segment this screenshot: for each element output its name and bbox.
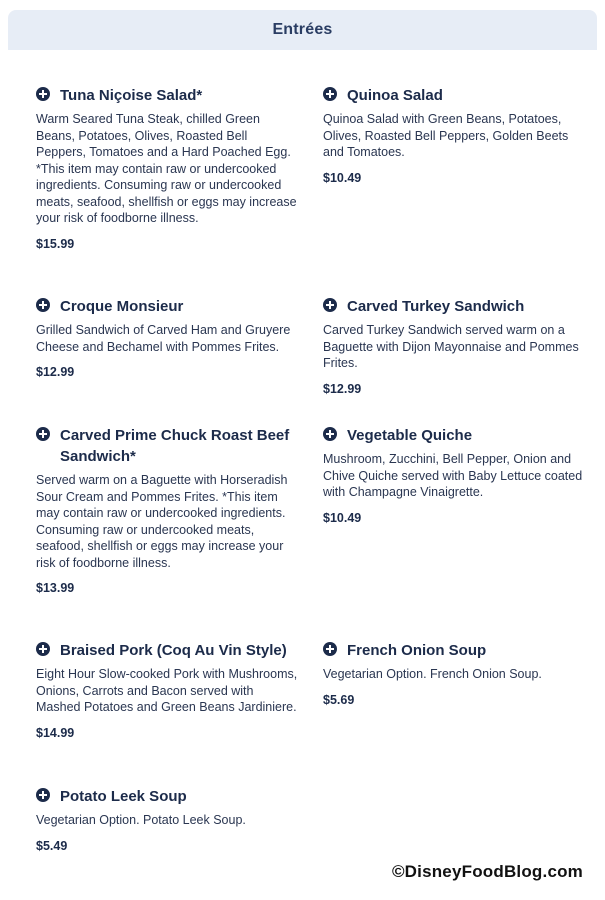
menu-item-description: Grilled Sandwich of Carved Ham and Gruyere Cheese and Bechamel with Pommes Frites. bbox=[36, 323, 291, 354]
menu-item-price: $15.99 bbox=[36, 236, 75, 251]
menu-item-name[interactable]: Vegetable Quiche bbox=[347, 427, 473, 444]
menu-item-description: Served warm on a Baguette with Horseradish Sour Cream and Pommes Frites. *This item may contain raw or undercooked ingredients. Consuming raw or undercooked meats, seafood, shellfish or eggs may increase your risk of foodborne illness. bbox=[36, 473, 288, 570]
plus-circle-icon[interactable] bbox=[36, 788, 50, 802]
menu-item-price: $14.99 bbox=[36, 725, 75, 740]
menu-item-price: $10.49 bbox=[323, 170, 362, 185]
menu-item-description: Warm Seared Tuna Steak, chilled Green Beans, Potatoes, Olives, Roasted Bell Peppers, Tomatoes and a Hard Poached Egg. *This item may contain raw or undercooked ingredients. Consuming raw or undercooked meats, seafood, shellfish or eggs may increase your risk of foodborne illness. bbox=[36, 112, 297, 225]
menu-item-price: $13.99 bbox=[36, 581, 75, 595]
menu-item-name[interactable]: Carved Prime Chuck Roast Beef Sandwich* bbox=[60, 427, 290, 465]
menu-item-name[interactable]: Carved Turkey Sandwich bbox=[347, 298, 525, 315]
menu-item-toggle[interactable] bbox=[323, 296, 585, 317]
menu-item-braised-pork bbox=[36, 640, 298, 740]
menu-item-vegetable-quiche bbox=[323, 425, 585, 525]
menu-item-description: Vegetarian Option. Potato Leek Soup. bbox=[36, 813, 246, 827]
menu-item-description: Carved Turkey Sandwich served warm on a Baguette with Dijon Mayonnaise and Pommes Frites. bbox=[323, 323, 579, 370]
menu-item-toggle[interactable] bbox=[323, 85, 585, 106]
menu-item-toggle[interactable] bbox=[36, 85, 298, 106]
menu-item-name[interactable]: Tuna Niçoise Salad* bbox=[60, 87, 203, 104]
plus-circle-icon[interactable] bbox=[36, 642, 50, 656]
menu-item-potato-leek-soup bbox=[36, 786, 298, 853]
plus-circle-icon[interactable] bbox=[36, 427, 50, 441]
plus-circle-icon[interactable] bbox=[36, 298, 50, 312]
plus-circle-icon[interactable] bbox=[323, 87, 337, 101]
menu-item-price: $5.69 bbox=[323, 692, 355, 707]
menu-item-name[interactable]: Braised Pork (Coq Au Vin Style) bbox=[60, 642, 287, 659]
menu-item-toggle[interactable] bbox=[36, 296, 298, 317]
menu-item-description: Quinoa Salad with Green Beans, Potatoes, Olives, Roasted Bell Peppers, Golden Beets and Tomatoes. bbox=[323, 112, 569, 159]
section-header bbox=[8, 10, 597, 50]
menu-item-name[interactable]: Croque Monsieur bbox=[60, 298, 184, 315]
menu-item-description: Vegetarian Option. French Onion Soup. bbox=[323, 667, 542, 681]
menu-item-toggle[interactable] bbox=[323, 640, 585, 661]
menu-item-description: Mushroom, Zucchini, Bell Pepper, Onion and Chive Quiche served with Baby Lettuce coated with Champagne Vinaigrette. bbox=[323, 452, 583, 499]
menu-item-tuna-nicoise-salad bbox=[36, 85, 298, 251]
menu-item-quinoa-salad bbox=[323, 85, 585, 185]
menu-item-name[interactable]: French Onion Soup bbox=[347, 642, 487, 659]
menu-item-description: Eight Hour Slow-cooked Pork with Mushrooms, Onions, Carrots and Bacon served with Mashed Potatoes and Green Beans Jardiniere. bbox=[36, 667, 298, 714]
menu-item-price: $12.99 bbox=[36, 365, 75, 379]
menu-item-toggle[interactable] bbox=[36, 786, 298, 807]
plus-circle-icon[interactable] bbox=[323, 298, 337, 312]
menu-item-croque-monsieur bbox=[36, 296, 298, 379]
menu-item-toggle[interactable] bbox=[323, 425, 585, 446]
plus-circle-icon[interactable] bbox=[36, 87, 50, 101]
menu-item-french-onion-soup bbox=[323, 640, 585, 707]
plus-circle-icon[interactable] bbox=[323, 427, 337, 441]
menu-item-name[interactable]: Quinoa Salad bbox=[347, 87, 443, 104]
section-title: Entrées bbox=[272, 21, 333, 38]
menu-item-carved-turkey-sandwich bbox=[323, 296, 585, 396]
menu-item-price: $12.99 bbox=[323, 381, 362, 396]
menu-item-carved-prime-chuck-roast-beef-sandwich bbox=[36, 425, 298, 595]
menu-item-toggle[interactable] bbox=[36, 425, 298, 467]
watermark: ©DisneyFoodBlog.com bbox=[391, 862, 583, 881]
menu-item-price: $10.49 bbox=[323, 510, 362, 525]
menu-item-name[interactable]: Potato Leek Soup bbox=[60, 788, 187, 805]
menu-item-price: $5.49 bbox=[36, 838, 68, 853]
plus-circle-icon[interactable] bbox=[323, 642, 337, 656]
menu-item-toggle[interactable] bbox=[36, 640, 298, 661]
